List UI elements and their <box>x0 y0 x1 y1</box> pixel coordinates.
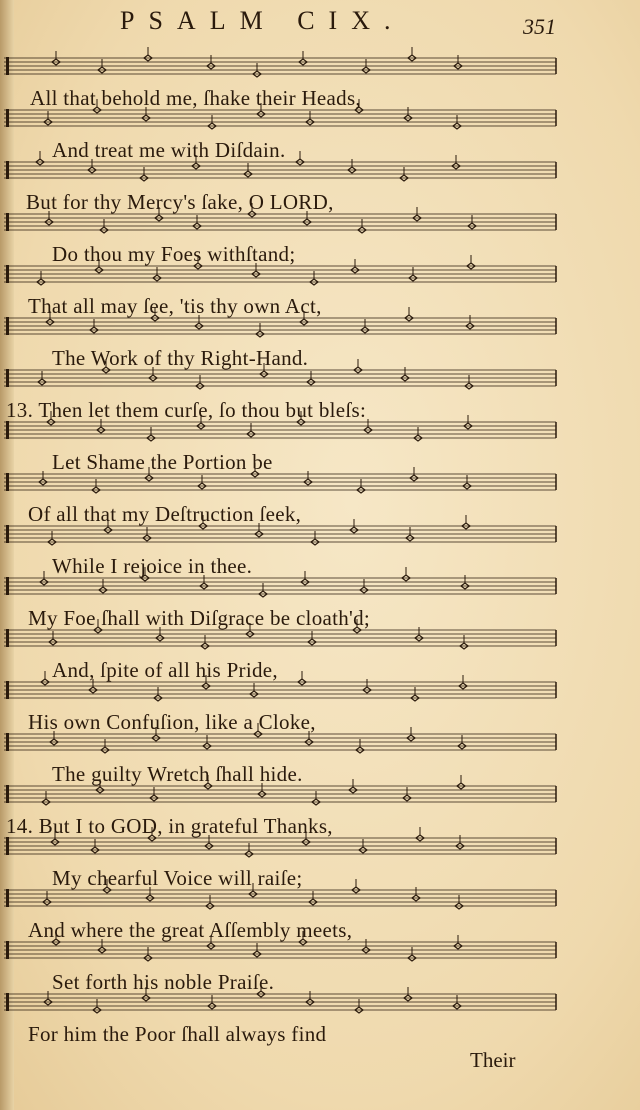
lyric-line: That all may ſee, 'tis thy own Act, <box>28 294 322 318</box>
lyric-line: Do thou my Foes withſtand; <box>52 242 296 266</box>
catchword: Their <box>470 1048 516 1072</box>
running-head: PSALM CIX. <box>120 6 405 35</box>
lyric-line: All that behold me, ſhake their Heads, <box>30 86 361 110</box>
page-number: 351 <box>523 14 556 39</box>
lyric-line: My chearful Voice will raiſe; <box>52 866 303 890</box>
lyric-line: 14. But I to GOD, in grateful Thanks, <box>6 814 333 838</box>
lyric-line: Of all that my Deſtruction ſeek, <box>28 502 302 526</box>
lyric-line: While I rejoice in thee. <box>52 554 253 578</box>
lyric-line: 13. Then let them curſe, ſo thou but bleſs: <box>6 398 367 422</box>
lyric-line: But for thy Mercy's ſake, O LORD, <box>26 190 334 214</box>
lyric-line: The Work of thy Right-Hand. <box>52 346 309 370</box>
lyric-line: Set forth his noble Praiſe. <box>52 970 275 994</box>
music-staff <box>4 47 556 77</box>
lyric-line: His own Confuſion, like a Cloke, <box>28 710 316 734</box>
lyric-line: My Foe ſhall with Diſgrace be cloath'd; <box>28 606 371 630</box>
lyric-line: The guilty Wretch ſhall hide. <box>52 762 303 786</box>
lyric-line: And, ſpite of all his Pride, <box>52 658 278 682</box>
lyric-line: For him the Poor ſhall always find <box>28 1022 327 1046</box>
lyric-line: And where the great Aſſembly meets, <box>28 918 353 942</box>
lyric-line: Let Shame the Portion be <box>52 450 273 474</box>
lyric-line: And treat me with Diſdain. <box>52 138 286 162</box>
